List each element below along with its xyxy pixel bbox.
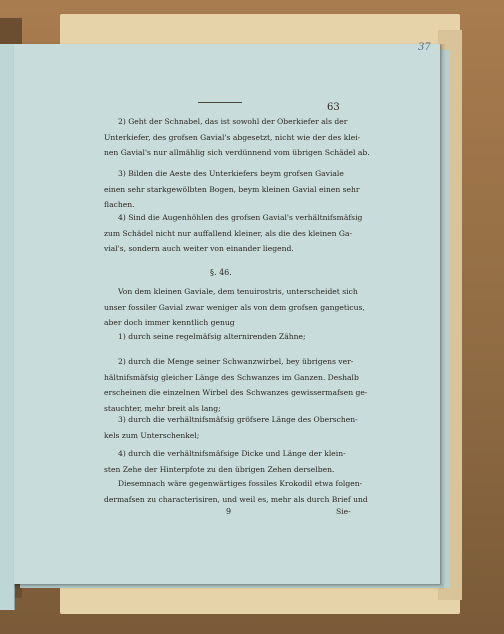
text-line: unser fossiler Gavial zwar weniger als von dem grofsen gangeticus, xyxy=(104,302,365,312)
paragraph-2 xyxy=(104,114,370,161)
text-line: vial's, sondern auch weiter von einander liegend. xyxy=(104,244,294,253)
section-heading: §. 46. xyxy=(210,268,232,277)
text-line: Unterkiefer, des grofsen Gavial's abgesetzt, nicht wie der des klei- xyxy=(104,132,361,142)
signature-mark: 9 xyxy=(226,507,232,516)
text-line: dermafsen zu characterisiren, und weil es, mehr als durch Brief und xyxy=(104,494,368,504)
text-line: 4) durch die verhältnifsmäfsige Dicke und Länge der klein- xyxy=(118,449,346,458)
text-line: 3) durch die verhältnifsmäfsig gröfsere Länge des Oberschen- xyxy=(118,415,358,424)
pencil-folio-number: 37 xyxy=(418,42,431,53)
paragraph-7 xyxy=(104,354,368,416)
text-line: erscheinen die einzelnen Wirbel des Schwanzes gewissermafsen ge- xyxy=(104,388,368,397)
paragraph-3 xyxy=(104,166,360,213)
text-line: hältnifsmäfsig gleicher Länge des Schwanzes im Ganzen. Deshalb xyxy=(104,372,359,382)
text-line: 3) Bilden die Aeste des Unterkiefers beym grofsen Gaviale xyxy=(118,169,344,178)
page-edge-shadow xyxy=(440,44,446,584)
text-line: aber doch immer kenntlich genug xyxy=(104,318,235,327)
text-line: Von dem kleinen Gaviale, dem tenuirostris, unterscheidet sich xyxy=(118,287,358,296)
page-number: 63 xyxy=(327,102,340,113)
catchword: Sie- xyxy=(336,507,351,516)
text-line: flachen. xyxy=(104,200,135,209)
text-line: zum Schädel nicht nur auffallend kleiner, als die des kleinen Ga- xyxy=(104,228,353,238)
page-bottom-shadow xyxy=(14,584,444,590)
text-line: 2) durch die Menge seiner Schwanzwirbel, bey übrigens ver- xyxy=(118,357,354,366)
paragraph-6 xyxy=(104,329,356,345)
facing-page-edge xyxy=(0,44,15,610)
text-line: 2) Geht der Schnabel, das ist sowohl der Oberkiefer als der xyxy=(118,117,348,126)
paragraph-4 xyxy=(104,210,363,257)
text-line: 1) durch seine regelmäfsig alternirenden Zähne; xyxy=(118,332,306,341)
paragraph-9 xyxy=(104,446,356,477)
text-line: einen sehr starkgewölbten Bogen, beym kleinen Gavial einen sehr xyxy=(104,184,360,194)
paragraph-10 xyxy=(104,476,368,507)
text-line: kels zum Unterschenkel; xyxy=(104,430,200,440)
text-line: Diesemnach wäre gegenwärtiges fossiles Krokodil etwa folgen- xyxy=(118,479,363,488)
header-rule xyxy=(198,102,242,103)
text-line: nen Gavial's nur allmählig sich verdünnend vom übrigen Schädel ab. xyxy=(104,148,370,157)
text-line: stauchter, mehr breit als lang; xyxy=(104,403,221,413)
text-line: sten Zehe der Hinterpfote zu den übrigen Zehen derselben. xyxy=(104,464,335,474)
text-line: 4) Sind die Augenhöhlen des grofsen Gavial's verhältnifsmäfsig xyxy=(118,213,363,222)
paragraph-8 xyxy=(104,412,356,443)
paragraph-5 xyxy=(104,284,365,331)
